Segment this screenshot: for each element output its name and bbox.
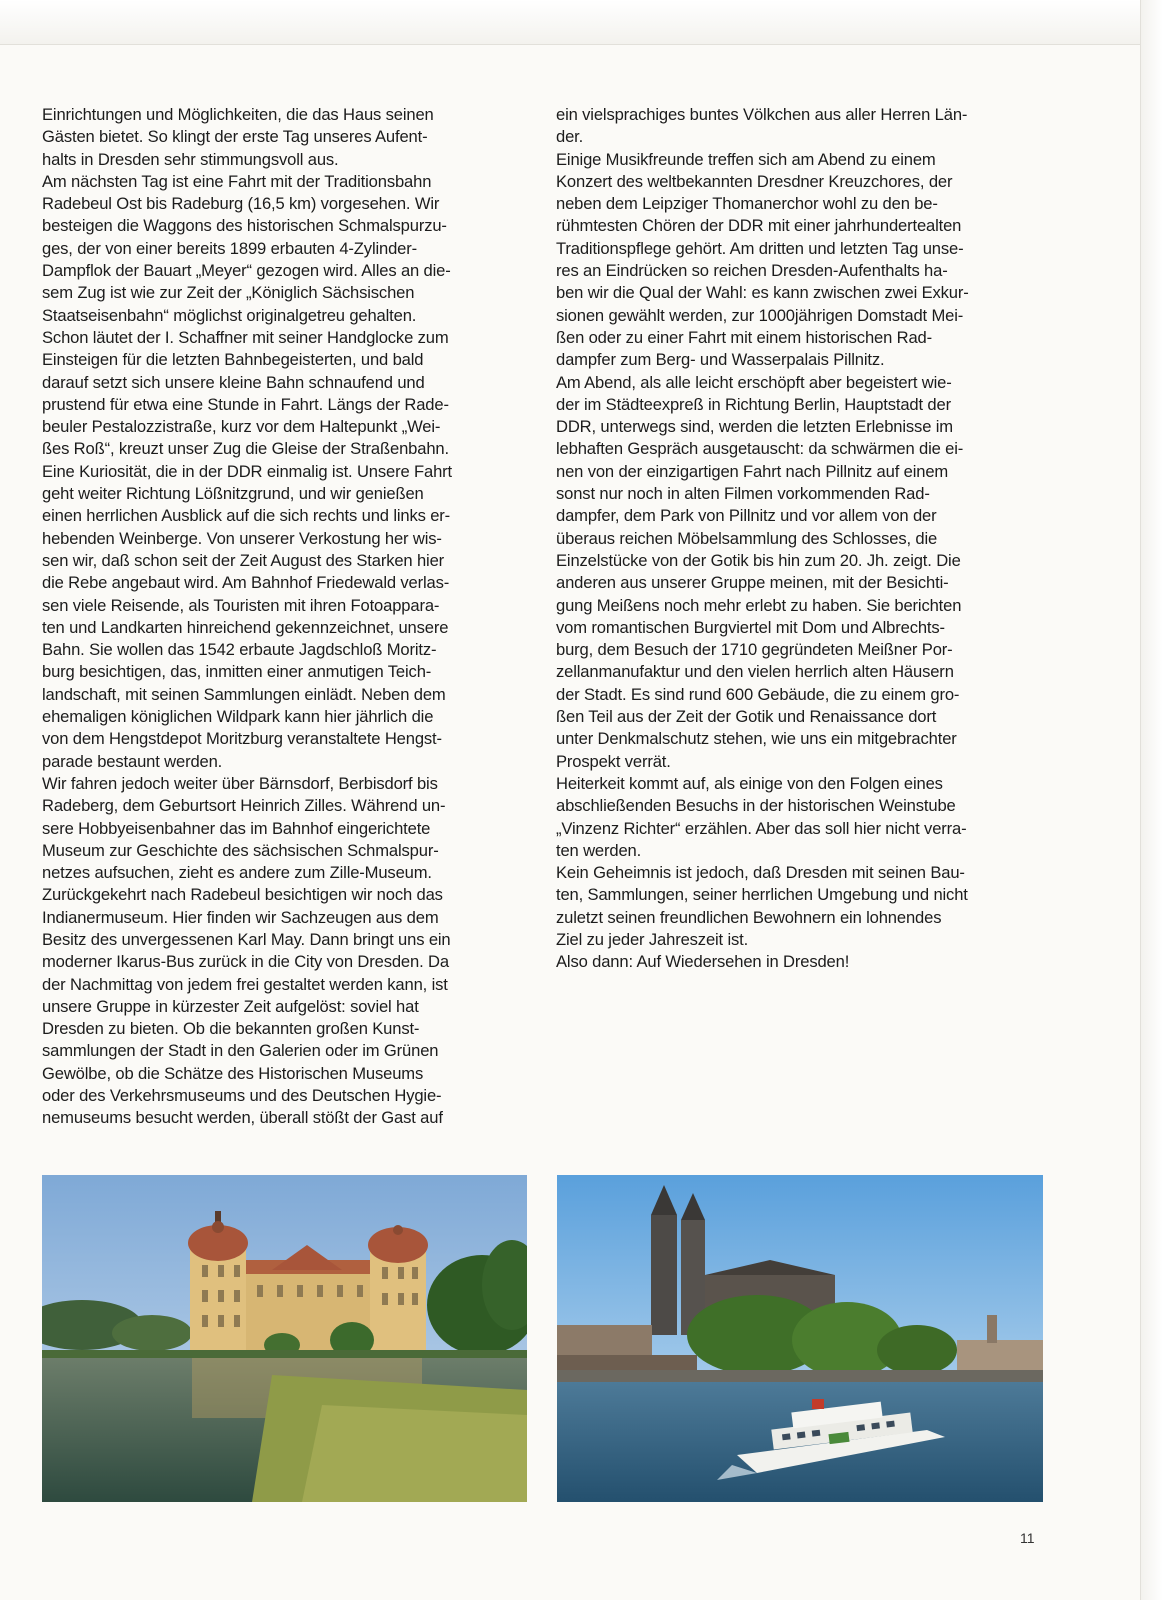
text-line: „Vinzenz Richter“ erzählen. Aber das soll hier nicht verra- bbox=[556, 818, 967, 838]
text-line: Eine Kuriosität, die in der DDR einmalig ist. Unsere Fahrt bbox=[42, 461, 453, 481]
text-line: Ziel zu jeder Jahreszeit ist. bbox=[556, 929, 749, 949]
text-line: lebhaften Gespräch ausgetauscht: da schwärmen die ei- bbox=[556, 439, 964, 459]
text-line: parade bestaunt werden. bbox=[42, 751, 223, 771]
text-line: Gewölbe, ob die Schätze des Historischen Museums bbox=[42, 1063, 424, 1083]
text-line: Dampflok der Bauart „Meyer“ gezogen wird. Alles an die- bbox=[42, 261, 451, 281]
text-line: Einige Musikfreunde treffen sich am Abend zu einem bbox=[556, 149, 936, 169]
text-line: Konzert des weltbekannten Dresdner Kreuzchores, der bbox=[556, 171, 953, 191]
text-line: sionen gewählt werden, zur 1000jährigen Domstadt Mei- bbox=[556, 305, 964, 325]
text-line: Bahn. Sie wollen das 1542 erbaute Jagdschloß Moritz- bbox=[42, 640, 437, 660]
text-column-right bbox=[556, 104, 1031, 974]
text-line: der. bbox=[556, 127, 584, 147]
text-line: ßen Teil aus der Zeit der Gotik und Renaissance dort bbox=[556, 707, 937, 727]
river-photo-illustration bbox=[557, 1175, 1043, 1502]
text-line: Radeberg, dem Geburtsort Heinrich Zilles. Während un- bbox=[42, 796, 446, 816]
text-line: Prospekt verrät. bbox=[556, 751, 671, 771]
text-line: der Stadt. Es sind rund 600 Gebäude, die zu einem gro- bbox=[556, 684, 960, 704]
text-line: neben dem Leipziger Thomanerchor wohl zu den be- bbox=[556, 194, 938, 214]
text-line: Dresden zu bieten. Ob die bekannten großen Kunst- bbox=[42, 1019, 420, 1039]
text-line: nen von der einzigartigen Fahrt nach Pillnitz auf einem bbox=[556, 461, 949, 481]
text-column-left bbox=[42, 104, 520, 1130]
text-line: oder des Verkehrsmuseums und des Deutschen Hygie- bbox=[42, 1086, 442, 1106]
text-line: ben wir die Qual der Wahl: es kann zwischen zwei Exkur- bbox=[556, 283, 969, 303]
text-line: gung Meißens noch mehr erlebt zu haben. Sie berichten bbox=[556, 595, 962, 615]
page-number: 11 bbox=[1020, 1530, 1035, 1546]
text-line: Traditionspflege gehört. Am dritten und letzten Tag unse- bbox=[556, 238, 964, 258]
castle-photo-illustration bbox=[42, 1175, 527, 1502]
photo-cathedral-river-ship bbox=[557, 1175, 1043, 1502]
text-line: die Rebe angebaut wird. Am Bahnhof Friedewald verlas- bbox=[42, 573, 450, 593]
text-line: ges, der von einer bereits 1899 erbauten 4-Zylinder- bbox=[42, 238, 417, 258]
text-line: dampfer zum Berg- und Wasserpalais Pillnitz. bbox=[556, 350, 885, 370]
text-line: Am Abend, als alle leicht erschöpft aber begeistert wie- bbox=[556, 372, 952, 392]
text-line: ten, Sammlungen, seiner herrlichen Umgebung und nicht bbox=[556, 885, 968, 905]
text-line: von dem Hengstdepot Moritzburg veranstaltete Hengst- bbox=[42, 729, 442, 749]
text-line: beuler Pestalozzistraße, kurz vor dem Haltepunkt „Wei- bbox=[42, 417, 441, 437]
text-line: sammlungen der Stadt in den Galerien oder im Grünen bbox=[42, 1041, 439, 1061]
text-line: res an Eindrücken so reichen Dresden-Aufenthalts ha- bbox=[556, 261, 948, 281]
text-line: Kein Geheimnis ist jedoch, daß Dresden mit seinen Bau- bbox=[556, 863, 965, 883]
text-line: ein vielsprachiges buntes Völkchen aus aller Herren Län- bbox=[556, 105, 968, 124]
text-line: netzes aufsuchen, zieht es andere zum Zille-Museum. bbox=[42, 863, 432, 883]
text-line: sere Hobbyeisenbahner das im Bahnhof eingerichtete bbox=[42, 818, 431, 838]
text-line: ehemaligen königlichen Wildpark kann hier jährlich die bbox=[42, 707, 434, 727]
text-line: der Nachmittag von jedem frei gestaltet werden kann, ist bbox=[42, 974, 448, 994]
text-line: landschaft, mit seinen Sammlungen einlädt. Neben dem bbox=[42, 684, 446, 704]
text-line: zuletzt seinen freundlichen Bewohnern ein lohnendes bbox=[556, 907, 942, 927]
text-line: ßes Roß“, kreuzt unser Zug die Gleise der Straßenbahn. bbox=[42, 439, 449, 459]
page-top-edge bbox=[0, 0, 1163, 45]
text-line: Radebeul Ost bis Radeburg (16,5 km) vorgesehen. Wir bbox=[42, 194, 440, 214]
text-line: Am nächsten Tag ist eine Fahrt mit der Traditionsbahn bbox=[42, 171, 432, 191]
text-line: vom romantischen Burgviertel mit Dom und Albrechts- bbox=[556, 617, 945, 637]
text-line: einen herrlichen Ausblick auf die sich rechts und links er- bbox=[42, 506, 451, 526]
text-line: der im Städteexpreß in Richtung Berlin, Hauptstadt der bbox=[556, 394, 951, 414]
text-line: Schon läutet der I. Schaffner mit seiner Handglocke zum bbox=[42, 327, 449, 347]
text-line: Museum zur Geschichte des sächsischen Schmalspur- bbox=[42, 840, 439, 860]
text-line: sem Zug ist wie zur Zeit der „Königlich Sächsischen bbox=[42, 283, 415, 303]
text-line: DDR, unterwegs sind, werden die letzten Erlebnisse im bbox=[556, 417, 953, 437]
text-line: rühmtesten Chören der DDR mit einer jahrhundertealten bbox=[556, 216, 962, 236]
text-line: Einsteigen für die letzten Bahnbegeisterten, und bald bbox=[42, 350, 424, 370]
text-line: sen wir, daß schon seit der Zeit August des Starken hier bbox=[42, 550, 445, 570]
text-line: sen viele Reisende, als Touristen mit ihren Fotoappara- bbox=[42, 595, 440, 615]
text-line: Indianermuseum. Hier finden wir Sachzeugen aus dem bbox=[42, 907, 439, 927]
text-line: Besitz des unvergessenen Karl May. Dann bringt uns ein bbox=[42, 929, 451, 949]
text-line: ten werden. bbox=[556, 840, 642, 860]
text-line: ten und Landkarten hinreichend gekennzeichnet, unsere bbox=[42, 617, 449, 637]
text-line: Heiterkeit kommt auf, als einige von den Folgen eines bbox=[556, 773, 943, 793]
text-line: hebenden Weinberge. Von unserer Verkostung her wis- bbox=[42, 528, 442, 548]
text-line: burg besichtigen, das, inmitten einer anmutigen Teich- bbox=[42, 662, 432, 682]
text-line: ßen oder zu einer Fahrt mit einem historischen Rad- bbox=[556, 327, 933, 347]
text-line: moderner Ikarus-Bus zurück in die City von Dresden. Da bbox=[42, 952, 449, 972]
text-line: Staatseisenbahn“ möglichst originalgetreu gehalten. bbox=[42, 305, 417, 325]
text-line: geht weiter Richtung Lößnitzgrund, und wir genießen bbox=[42, 484, 424, 504]
page-right-edge bbox=[1140, 0, 1163, 1600]
text-line: anderen aus unserer Gruppe meinen, mit der Besichti- bbox=[556, 573, 949, 593]
text-line: halts in Dresden sehr stimmungsvoll aus. bbox=[42, 149, 339, 169]
text-line: dampfer, dem Park von Pillnitz und vor allem von der bbox=[556, 506, 937, 526]
text-line: Einzelstücke von der Gotik bis hin zum 20. Jh. zeigt. Die bbox=[556, 550, 961, 570]
text-line: prustend für etwa eine Stunde in Fahrt. Längs der Rade- bbox=[42, 394, 449, 414]
text-line: Gästen bietet. So klingt der erste Tag unseres Aufent- bbox=[42, 127, 428, 147]
text-line: abschließenden Besuchs in der historischen Weinstube bbox=[556, 796, 956, 816]
text-line: Einrichtungen und Möglichkeiten, die das Haus seinen bbox=[42, 105, 434, 124]
text-line: Also dann: Auf Wiedersehen in Dresden! bbox=[556, 952, 850, 972]
text-line: darauf setzt sich unsere kleine Bahn schnaufend und bbox=[42, 372, 425, 392]
text-line: zellanmanufaktur und den vielen herrlich alten Häusern bbox=[556, 662, 954, 682]
photo-castle-by-pond bbox=[42, 1175, 527, 1502]
text-line: besteigen die Waggons des historischen Schmalspurzu- bbox=[42, 216, 447, 236]
text-line: Wir fahren jedoch weiter über Bärnsdorf, Berbisdorf bis bbox=[42, 773, 438, 793]
text-line: unsere Gruppe in kürzester Zeit aufgelöst: soviel hat bbox=[42, 996, 419, 1016]
text-line: burg, dem Besuch der 1710 gegründeten Meißner Por- bbox=[556, 640, 953, 660]
text-line: überaus reichen Möbelsammlung des Schlosses, die bbox=[556, 528, 938, 548]
text-line: Zurückgekehrt nach Radebeul besichtigen wir noch das bbox=[42, 885, 443, 905]
text-line: nemuseums besucht werden, überall stößt der Gast auf bbox=[42, 1108, 443, 1128]
text-line: unter Denkmalschutz stehen, wie uns ein mitgebrachter bbox=[556, 729, 957, 749]
text-line: sonst nur noch in alten Filmen vorkommenden Rad- bbox=[556, 484, 930, 504]
